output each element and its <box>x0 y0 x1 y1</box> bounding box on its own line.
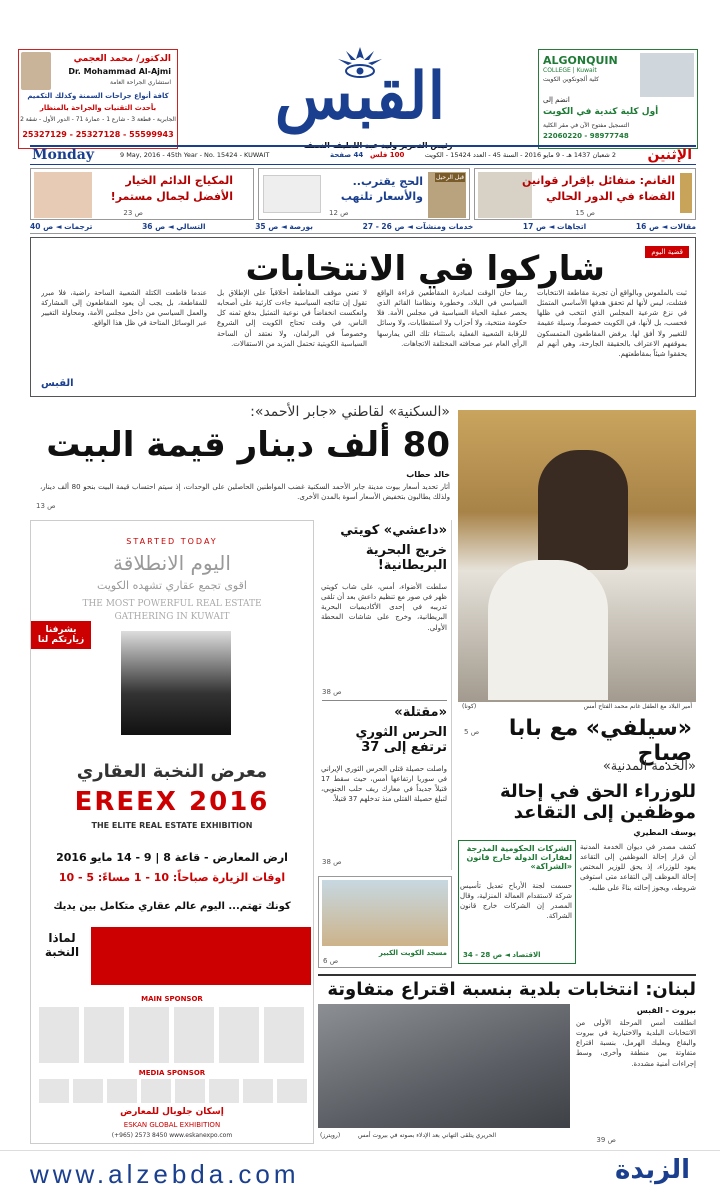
lebanon-credit: (رويترز) <box>320 1132 341 1139</box>
irgc-title[interactable]: الحرس الثوري ترتفع إلى 37 <box>355 725 447 755</box>
ad-man-image <box>121 631 231 735</box>
editorial-signature: القبس <box>41 378 74 389</box>
ad-why: لماذا النخبة <box>44 931 80 959</box>
ad-sub-en1: THE MOST POWERFUL REAL ESTATE <box>82 599 262 609</box>
ad-contact: (+965) 2573 8450 www.eskanexpo.com <box>111 1132 233 1139</box>
teaser-makeup-page: ص 23 <box>123 209 143 217</box>
editorial-col2: ربما حان الوقت لمبادرة المقاطعين قراءة الواقع السياسي في البلاد، وخطورة ونظامنا القائم الذي يحصر عملية الحياة السياسية في مجلس الأمة. فلا حكومة منتخبة، ولا أحزاب ولا استقطابات، ولا وسائل للرقابة الشعبية الفعلية باستثناء تلك التي يمارسها الرأي العام عبر صحافته المختلفة الاتجاهات. <box>377 289 527 348</box>
day-ar: الإثنين <box>647 147 692 163</box>
footer-url[interactable]: www.alzebda.com <box>30 1159 300 1189</box>
mosque-page: ص 6 <box>323 957 339 965</box>
teaser-hajj-title2: والأسعار تلتهب <box>340 190 423 203</box>
selfie-photo[interactable] <box>458 410 696 702</box>
daesh-body: سلطت الأضواء، أمس، على شاب كويتي ظهر في صور مع تنظيم داعش بعد أن تلقى تدريبه في إحدى الأكاديميات البحرية البريطانية، وخرج على شاشات المحطة الأولى. <box>321 583 447 632</box>
date-ar: 2 شعبان 1437 هـ - 9 مايو 2016 - السنة 45 - العدد 15424 - الكويت <box>424 151 616 159</box>
editorial-tag: قضية اليوم <box>645 246 689 258</box>
section-link-articles[interactable]: مقالات ◄ ص 16 <box>635 222 696 231</box>
selfie-page: ص 5 <box>464 728 480 736</box>
teaser-makeup-title2: الأفضل لجمال مستمر! <box>110 190 233 203</box>
editorial-title: شاركوا في الانتخابات <box>245 249 605 289</box>
section-link-entertainment[interactable]: التسالي ◄ ص 36 <box>142 222 206 231</box>
ad-sponsor-logos <box>39 1007 307 1063</box>
teaser-tag-icon <box>680 173 692 213</box>
mosque-caption: مسجد الكويت الكبير <box>378 949 447 957</box>
ad-main-sponsor: MAIN SPONSOR <box>141 995 203 1003</box>
section-link-translations[interactable]: ترجمات ◄ ص 40 <box>30 222 93 231</box>
teaser-ghanem[interactable] <box>474 168 696 220</box>
housing-page: ص 13 <box>36 502 56 510</box>
lebanon-story <box>318 974 696 1148</box>
ad-venue: ارض المعارض - قاعة 8 | 9 - 14 مايو 2016 <box>56 851 288 864</box>
ad-sub-en2: GATHERING IN KUWAIT <box>114 612 230 622</box>
lebanon-title[interactable]: لبنان: انتخابات بلدية بنسبة اقتراع متفاوتة <box>327 979 696 1000</box>
teaser-hajj-page: ص 12 <box>329 209 349 217</box>
economy-box-page: الاقتصاد ◄ ص 28 - 34 <box>463 951 541 959</box>
daesh-page: ص 38 <box>322 688 342 696</box>
doctor-name-en: Dr. Mohammad Al-Ajmi <box>68 67 171 76</box>
teaser-makeup[interactable] <box>30 168 254 220</box>
housing-kicker: «السكنية» لقاطني «جابر الأحمد»: <box>250 404 450 420</box>
ad-hours: اوقات الزيارة صباحاً: 10 - 1 مساءً: 5 - 10 <box>58 871 286 884</box>
masthead <box>18 45 702 157</box>
teaser-makeup-title: المكياج الدائم الخيار <box>125 174 233 187</box>
irgc-kicker: «مقتلة» <box>394 705 447 720</box>
ereex-ad[interactable] <box>30 520 314 1144</box>
irgc-body: واصلت حصيلة قتلى الحرس الثوري الإيراني في سوريا ارتفاعها أمس، حيث سقط 17 قتيلاً جديداً في معارك ريف حلب الجنوبي، لتبلغ حصيلة القتلى منذ تدخلهم 37 قتيلاً. <box>321 765 447 804</box>
section-link-trends[interactable]: اتجاهات ◄ ص 17 <box>522 222 587 231</box>
teaser-hajj-title: الحج يقترب.. <box>352 175 423 188</box>
ad-expo-sub: THE ELITE REAL ESTATE EXHIBITION <box>91 821 253 830</box>
editorial-col1: ثبت بالملموس وبالواقع أن تجربة مقاطعة الانتخابات فشلت، ليس لأنها لم تحقق هدفها الأساسي المتمثل في نزع شرعية المجلس الذي انتخب في ظلها فحسب، بل لأنها، في الكويت خصوصاً، وسيلة عقيمة للتغيير ولا أفق لها. يرفض المقاطعون المتمسكون بموقفهم الاعتراف بالحقيقة الجارحة، وهي أنهم لم يحققوا شيئاً بمقاطعتهم. <box>537 289 687 358</box>
editorial-col3: لا تعني موقف المقاطعة أخلاقياً على الإطلاق بل تقول إن نتائجه السياسية جاءت كارثية على أصحابه وانعكست انخفاضاً في نوعية التمثيل بدفع ثمنه كل الناس، في وقت تحتاج الكويت إلى الشروع وخصوصاً في البرلمان، ولا نعتقد أن الساحة السياسية الكويتية تحتمل المزيد من الاستقالات. <box>217 289 367 348</box>
housing-story <box>30 404 450 514</box>
teaser-ghanem-title2: القضاء في الدور الحالي <box>546 190 675 203</box>
teaser-ghanem-title: الغانم: متفائل بإقرار قوانين <box>522 174 675 187</box>
retirement-kicker: «الخدمة المدنية» <box>602 759 696 774</box>
selfie-credit: (كونا) <box>462 703 477 710</box>
ad-started: STARTED TODAY <box>126 537 218 546</box>
algonquin-line2: أول كلية كندية في الكويت <box>543 107 659 117</box>
teaser-hajj-chart <box>263 175 321 213</box>
doctor-ad[interactable] <box>18 49 178 149</box>
retirement-story <box>458 760 696 970</box>
ad-expo-ar: معرض النخبة العقاري <box>76 761 268 782</box>
doctor-name-ar: الدكتور/ محمد العجمي <box>73 54 171 64</box>
editorial-box <box>30 237 696 397</box>
retirement-title[interactable]: للوزراء الحق في إحالة موظفين إلى التقاعد <box>500 781 696 823</box>
algonquin-phone: 22060220 - 98977748 <box>543 132 629 140</box>
economy-box[interactable] <box>458 840 576 964</box>
lebanon-dateline: بيروت - القبس <box>636 1006 696 1015</box>
editorial-col4: عندما قاطعت الكتلة الشعبية الساحة راضية، فلا مبرر للمقاطعة، بل يجب أن يعود المقاطعون إلى المشاركة والعمل السياسي من داخل مجلس الأمة، ومحاولة التغيير عبر الوسائل المتاحة في ظل هذا الواقع. <box>41 289 207 328</box>
day-en: Monday <box>32 147 95 163</box>
doctor-address: الجابرية - قطعة 3 - شارع 1 - عمارة 71 - الدور الأول - شقة 2 <box>20 116 176 123</box>
daesh-title[interactable]: خريج البحرية البريطانية! <box>365 543 447 573</box>
housing-title[interactable]: 80 ألف دينار قيمة البيت <box>46 425 450 465</box>
middle-divider <box>322 700 447 701</box>
editor-line: رئيس التحرير وليد عبد اللطيف النصف <box>303 141 453 150</box>
mosque-box[interactable] <box>318 876 452 968</box>
doctor-phones: 25327129 - 25327128 - 55599943 <box>22 130 174 139</box>
ad-organizer: إسكان جلوبال للمعارض <box>120 1107 224 1117</box>
teaser-hajj-tag: قبل الرحيل <box>436 174 464 181</box>
teaser-strip <box>30 168 696 220</box>
date-en: 9 May, 2016 - 45th Year - No. 15424 - KUWAIT <box>120 151 270 159</box>
ad-honor: يشرفنا زيارتكم لنا <box>31 621 91 649</box>
selfie-title[interactable]: «سيلفي» مع بابا صباح <box>508 716 692 767</box>
selfie-caption: أمير البلاد مع الطفل غانم محمد الفتاح أمس <box>583 703 692 710</box>
algonquin-brand: ALGONQUIN <box>543 54 618 67</box>
housing-body: أثار تحديد أسعار بيوت مدينة جابر الأحمد السكنية غضب المواطنين الحاصلين على الوحدات، إذ سيتم احتساب قيمة البيت بنحو 80 ألف دينار، ولذلك يطالبون بتخفيض الأسعار أسوة بالمدن الأخرى. <box>40 483 450 502</box>
ad-organizer-en: ESKAN GLOBAL EXHIBITION <box>123 1121 221 1129</box>
ad-media-sponsor: MEDIA SPONSOR <box>138 1069 206 1077</box>
lebanon-page: ص 39 <box>596 1136 616 1144</box>
ad-today: اليوم الانطلاقة <box>113 551 231 575</box>
daesh-kicker: «داعشي» كويتي <box>340 523 447 538</box>
retirement-author: يوسف المطيري <box>633 828 696 837</box>
date-bar <box>30 145 696 165</box>
ad-sub-ar: اقوى تجمع عقاري تشهده الكويت <box>97 579 247 592</box>
footer-brand[interactable]: الزبدة <box>615 1155 690 1185</box>
economy-box-body: حسمت لجنة الأرباح تعديل تأسيس شركة لاستقدام العمالة المنزلية، وقال المصدر إن الشركات خارج قانون الشراكة. <box>460 882 572 921</box>
housing-author: خالد حطاب <box>406 470 450 479</box>
algonquin-sub: كلية ألجونكوين الكويت <box>543 76 599 83</box>
algonquin-college: COLLEGE | Kuwait <box>543 67 597 74</box>
teaser-makeup-photo <box>34 172 92 218</box>
doctor-line2: كافة أنواع جراحات السمنة وكذلك التكميم <box>27 92 169 100</box>
lebanon-body: انطلقت أمس المرحلة الأولى من الانتخابات البلدية والاختيارية في بيروت والبقاع وبعلبك الهرمل، بنسبة اقتراع متفاوتة بين منطقة وأخرى، وسط إجراءات أمنية مشددة. <box>576 1019 696 1068</box>
ad-benefits <box>91 927 311 985</box>
doctor-line3: بأحدث التقنيات والجراحة بالمنظار <box>39 104 157 112</box>
irgc-page: ص 38 <box>322 858 342 866</box>
ad-media-logos <box>39 1079 307 1103</box>
teaser-ghanem-page: ص 15 <box>575 209 595 217</box>
lebanon-photo[interactable] <box>318 1004 570 1128</box>
ad-expo-en: EREEX 2016 <box>74 787 270 817</box>
doctor-line1: استشاري الجراحة العامة <box>109 79 171 86</box>
algonquin-building-image <box>640 53 694 97</box>
teaser-hajj[interactable] <box>258 168 470 220</box>
lebanon-caption: الحريري يتلقى التهاني بعد الإدلاء بصوته في بيروت أمس <box>358 1132 496 1139</box>
price: 100 فلس <box>370 151 405 159</box>
sections-bar <box>30 222 696 234</box>
section-link-services[interactable]: خدمات ومنشآت ◄ ص 26 - 27 <box>362 222 474 231</box>
algonquin-line3: التسجيل مفتوح الآن في مقر الكلية <box>543 122 630 129</box>
mosque-photo <box>322 880 448 946</box>
doctor-photo <box>21 52 51 90</box>
middle-column <box>318 520 452 870</box>
algonquin-line1: انضم إلى <box>543 96 570 104</box>
newspaper-logo[interactable]: القبس <box>274 59 446 134</box>
economy-box-title: الشركات الحكومية المدرجة لعقارات الدولة خارج قانون «الشراكة» <box>466 844 572 872</box>
pages-count: 44 صفحة <box>330 151 364 159</box>
ad-slogan: كونك تهتم... اليوم عالم عقاري متكامل بين يديك <box>53 901 291 912</box>
retirement-body: كشف مصدر في ديوان الخدمة المدنية أن قرار إحالة الموظفين إلى التقاعد يعود للوزراء، إذ يحق للوزير المختص إحالة الموظف إلى التقاعد متى استوفى شروطه، ويجوز إحالته بناءً على طلبه. <box>580 843 696 892</box>
algonquin-ad[interactable] <box>538 49 698 149</box>
section-link-stocks[interactable]: بورصة ◄ ص 35 <box>255 222 313 231</box>
footer <box>0 1150 720 1193</box>
